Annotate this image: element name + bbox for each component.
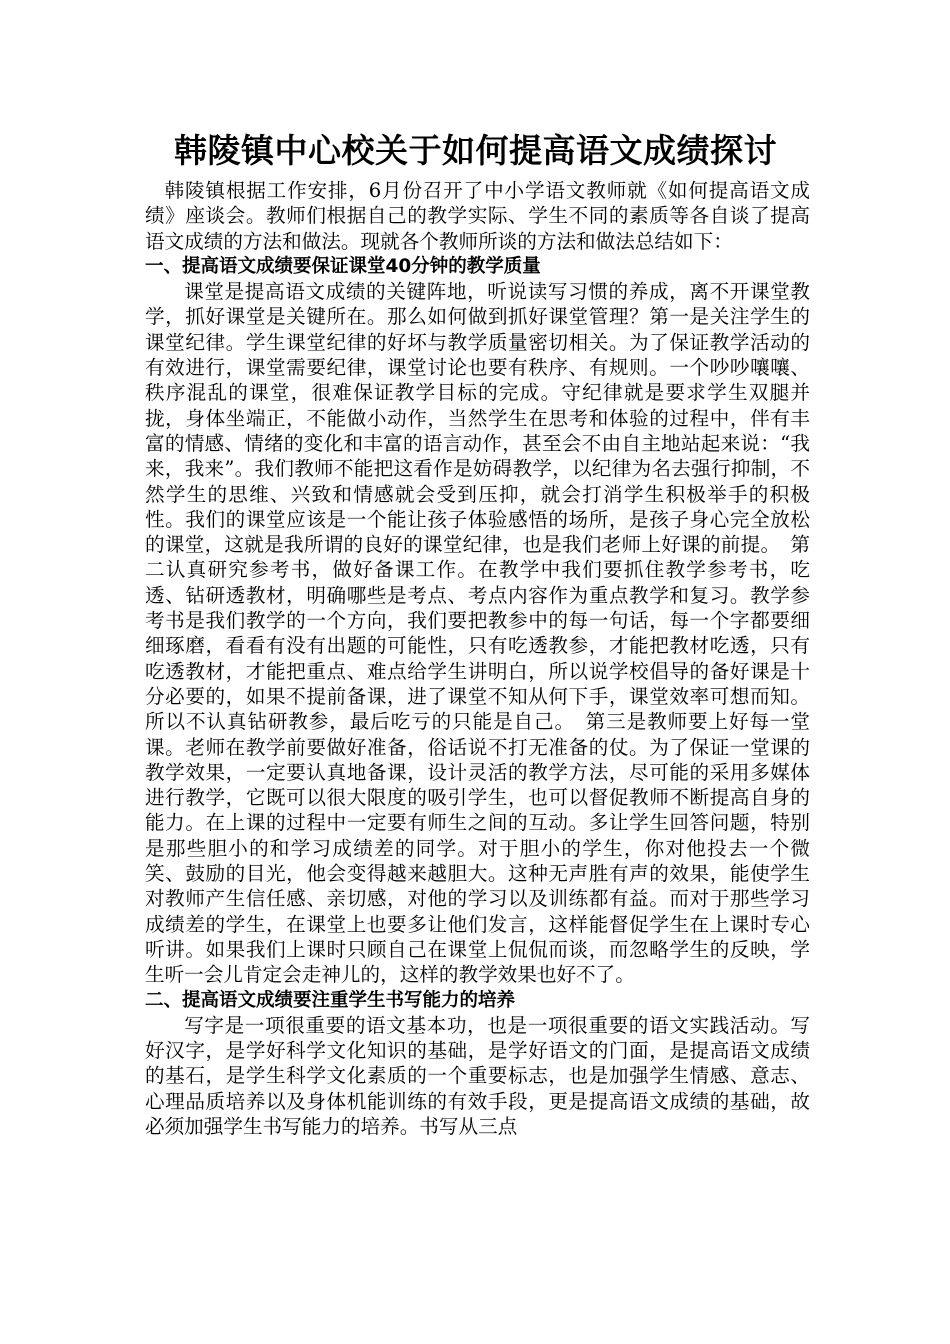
intro-paragraph: 韩陵镇根据工作安排，6月份召开了中小学语文教师就《如何提高语文成绩》座谈会。教师们根据自己的教学实际、学生不同的素质等各自谈了提高语文成绩的方法和做法。现就各个教师所谈的方法和做法总结如下： [145,179,810,253]
section-2-body: 写字是一项很重要的语文基本功，也是一项很重要的语文实践活动。写好汉字，是学好科学文化知识的基础，是学好语文的门面，是提高语文成绩的基石，是学生科学文化素质的一个重要标志，也是加强学生情感、意志、心理品质培养以及身体机能训练的有效手段，更是提高语文成绩的基础，故必须加强学生书写能力的培养。书写从三点 [145,1013,810,1138]
document-page [145,128,810,1139]
document-title: 韩陵镇中心校关于如何提高语文成绩探讨 [174,131,777,170]
section-2-heading: 二、提高语文成绩要注重学生书写能力的培养 [145,989,516,1011]
section-1-body: 课堂是提高语文成绩的关键阵地，听说读写习惯的养成，离不开课堂教学，抓好课堂是关键所在。那么如何做到抓好课堂管理？第一是关注学生的课堂纪律。学生课堂纪律的好坏与教学质量密切相关。为了保证教学活动的有效进行，课堂需要纪律，课堂讨论也要有秩序、有规则。一个吵吵嚷嚷、秩序混乱的课堂，很难保证教学目标的完成。守纪律就是要求学生双腿并拢，身体坐端正，不能做小动作，当然学生在思考和体验的过程中，伴有丰富的情感、情绪的变化和丰富的语言动作，甚至会不由自主地站起来说：“我来，我来”。我们教师不能把这看作是妨碍教学，以纪律为名去强行抑制，不然学生的思维、兴致和情感就会受到压抑，就会打消学生积极举手的积极性。我们的课堂应该是一个能让孩子体验感悟的场所，是孩子身心完全放松的课堂，这就是我所谓的良好的课堂纪律，也是我们老师上好课的前提。 第二认真研究参考书，做好备课工作。在教学中我们要抓住教学参考书，吃透、钻研透教材，明确哪些是考点、考点内容作为重点教学和复习。教学参考书是我们教学的一个方向，我们要把教参中的每一句话，每一个字都要细细琢磨，看看有没有出题的可能性，只有吃透教参，才能把教材吃透，只有吃透教材，才能把重点、难点给学生讲明白，所以说学校倡导的备好课是十分必要的，如果不提前备课，进了课堂不知从何下手，课堂效率可想而知。所以不认真钻研教参，最后吃亏的只能是自己。 第三是教师要上好每一堂课。老师在教学前要做好准备，俗话说不打无准备的仗。为了保证一堂课的教学效果，一定要认真地备课，设计灵活的教学方法，尽可能的采用多媒体进行教学，它既可以很大限度的吸引学生，也可以督促教师不断提高自身的能力。在上课的过程中一定要有师生之间的互动。多让学生回答问题，特别是那些胆小的和学习成绩差的同学。对于胆小的学生，你对他投去一个微笑、鼓励的目光，他会变得越来越胆大。这种无声胜有声的效果，能使学生对教师产生信任感、亲切感，对他的学习以及训练都有益。而对于那些学习成绩差的学生，在课堂上也要多让他们发言，这样能督促学生在上课时专心听讲。如果我们上课时只顾自己在课堂上侃侃而谈，而忽略学生的反映，学生听一会儿肯定会走神儿的，这样的教学效果也好不了。 [145,280,810,987]
section-1-heading: 一、提高语文成绩要保证课堂40分钟的教学质量 [145,255,541,277]
